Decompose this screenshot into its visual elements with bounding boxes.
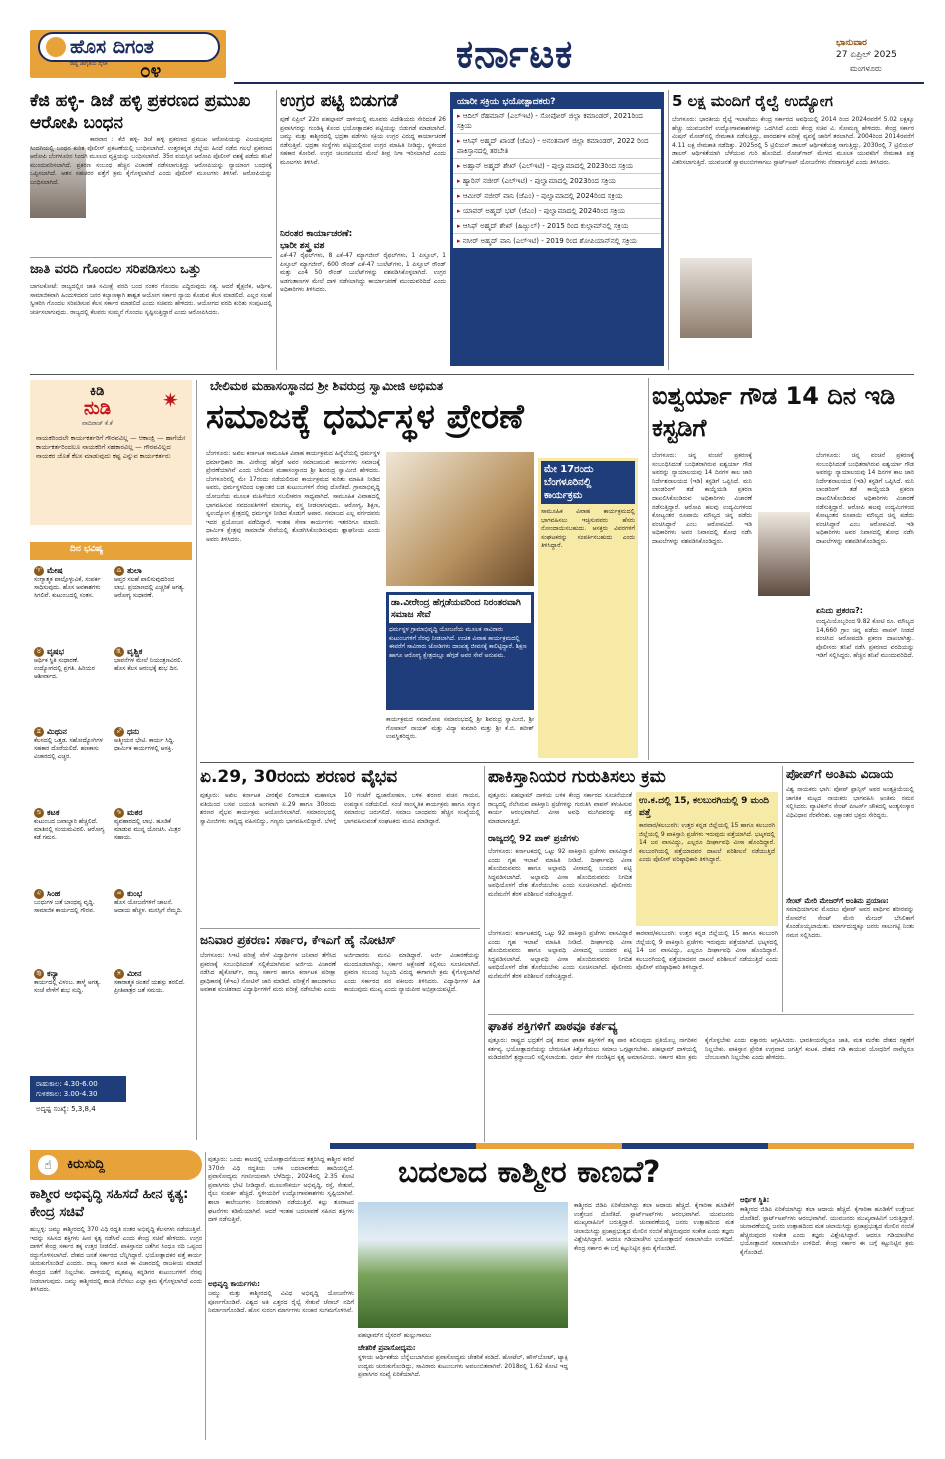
divider xyxy=(668,90,669,370)
list-item: ▸ ಯಾವರ್ ಅಹ್ಮದ್ ಭಟ್ (ಜೆಎಂ) - ಪುಲ್ವಾಮಾದಲ್ಲಿ 2024ರಿಂದ ಸಕ್ರಿಯ xyxy=(453,204,661,219)
kidi-author: ವಾದಿರಾಜ್ ಕೆ.ಕೆ xyxy=(82,420,113,427)
story-kicker: ಬೇಲಿಮಠ ಮಹಾಸಂಸ್ಥಾನದ ಶ್ರೀ ಶಿವರುದ್ರ ಸ್ವಾಮೀಜಿ ಅಭಿಮತ xyxy=(210,379,444,393)
capricorn-icon: ♑ xyxy=(114,808,124,818)
box-title: ಉ.ಕ.ದಲ್ಲಿ 15, ಕಲಬುರಗಿಯಲ್ಲಿ 9 ಮಂದಿ ಪತ್ತೆ xyxy=(639,796,769,818)
story-subhead: ಚೇತರಿಕೆ ಪ್ರವಾಸೋದ್ಯಮ: xyxy=(358,1344,416,1352)
story-dharmasthala xyxy=(200,378,644,760)
spark-icon: ✷ xyxy=(162,388,179,412)
accused-photo xyxy=(758,512,810,596)
who-terrorists-box xyxy=(450,92,664,366)
sign-virgo: ♍ ಕನ್ಯಾ ಕಾರ್ಯದಲ್ಲಿ ವಿಳಂಬ. ತಾಳ್ಮೆ ಅಗತ್ಯ. ಸಂಜೆ ವೇಳೆಗೆ ಶುಭ ಸುದ್ದಿ. xyxy=(34,969,101,995)
story-body: ಪುತ್ತೂರು: ರಾಷ್ಟ್ರದ ಭದ್ರತೆಗೆ ಧಕ್ಕೆ ತರುವ ಘಾತಕ ಶಕ್ತಿಗಳಿಗೆ ತಕ್ಕ ಪಾಠ ಕಲಿಸುವುದು ಪ್ರತಿಯೊಬ್ಬ ನಾಗರಿಕನ ಕರ್ತವ್ಯ. ಭಯೋತ್ಪಾದನೆಯನ್ನು ಬೇರುಸಹಿತ ಕಿತ್ತೊಗೆಯಲು ಸಮಾಜ ಒಗ್ಗಟ್ಟಾಗಬೇಕು. ಪಹಲ್ಗಾಮ್ ದಾಳಿಯಲ್ಲಿ ಮಡಿದವರಿಗೆ ಶ್ರದ್ಧಾಂಜಲಿ ಸಲ್ಲಿಸಲಾಯಿತು. ಧರ್ಮ ಕೇಳಿ ಗುಂಡಿಕ್ಕಿದ ಕೃತ್ಯ ಅಮಾನವೀಯ. ಸರ್ಕಾರ ಕಠಿಣ ಕ್ರಮ ಕೈಗೊಳ್ಳಬೇಕು ಎಂದು ವಕ್ತಾರರು ಆಗ್ರಹಿಸಿದರು. ಭಾರತೀಯರೆಲ್ಲರೂ ಜಾತಿ, ಮತ ಮರೆತು ದೇಶದ ರಕ್ಷಣೆಗೆ ನಿಲ್ಲಬೇಕು. ಪಾಕಿಸ್ತಾನ ಪ್ರೇರಿತ ಉಗ್ರವಾದ ಜಗತ್ತಿಗೆ ಕಂಟಕ. ದೇಶದ ಗಡಿ ಕಾಯುವ ಯೋಧರಿಗೆ ನಾವೆಲ್ಲರೂ ಬೆಂಬಲವಾಗಿ ನಿಲ್ಲಬೇಕು ಎಂದು ಹೇಳಿದರು. xyxy=(488,1037,914,1062)
aquarius-icon: ♒ xyxy=(114,889,124,899)
divider xyxy=(648,378,649,760)
rahukala-bar xyxy=(30,1076,126,1102)
story-headline: ಕೆಜಿ ಹಳ್ಳಿ- ಡಿಜೆ ಹಳ್ಳಿ ಪ್ರಕರಣದ ಪ್ರಮುಖ ಆರೋಪಿ ಬಂಧನ xyxy=(30,91,251,133)
story-subhead: ಭಾರೀ ಶಸ್ತ್ರ ವಶ xyxy=(280,241,325,251)
logo-emblem-icon xyxy=(46,37,66,57)
sign-gemini: ♊ ಮಿಥುನ ಕೆಲಸದಲ್ಲಿ ಒತ್ತಡ. ಸಹೋದ್ಯೋಗಿಗಳ ಸಹಕಾರ ದೊರೆಯಲಿದೆ. ಹಣಕಾಸು ವಿಚಾರದಲ್ಲಿ ಎಚ್ಚರ. xyxy=(34,727,103,761)
divider xyxy=(276,90,277,370)
masthead-city: ಮಂಗಳೂರು xyxy=(850,64,882,73)
print-registration-dots xyxy=(100,1443,860,1451)
list-item: ▸ ನಸೀರ್ ಅಹ್ಮದ್ ವಾನಿ (ಎಲ್‌ಇಟಿ) - 2019 ರಿಂದ ಶೋಪಿಯಾನ್‌ನಲ್ಲಿ ಸಕ್ರಿಯ xyxy=(457,237,637,245)
event-date-box xyxy=(538,458,638,758)
list-item: ▸ ಆಮೀರ್ ನಜೀರ್ ವಾನಿ (ಜೆಎಂ) - ಪುಲ್ವಾಮಾದಲ್ಲಿ 2024ರಿಂದ ಸಕ್ರಿಯ xyxy=(453,189,661,204)
sagittarius-icon: ♐ xyxy=(114,727,124,737)
bullet-icon: ▸ xyxy=(457,162,461,170)
kidi-body: ನಾಯಕರಿಂದಲೇ ಕಾರ್ಯಕರ್ತರಿಗೆ ಗೌರವವಿಲ್ಲ — ಆಕಾಂಕ್ಷಿ — ಹಾಗೆಯೇ ಕಾರ್ಯಕರ್ತರಿಂದಲೂ ನಾಯಕರಿಗೆ ಸಹಕಾರವಿಲ್ಲ — ಗೌರವವಿಲ್ಲದ ನಾಯಕರ ಜೊತೆ ಕೆಲಸ ಮಾಡುವುದು ಕಷ್ಟ ಎನ್ನುವ ಕಾರ್ಯಕರ್ತರು xyxy=(36,434,186,460)
libra-icon: ♎ xyxy=(114,566,124,576)
list-item: ▸ ಆದಿಲ್ ರೆಹಮಾನ್ (ಎಲ್‌ಇಟಿ) - ಸೋಪೋರ್ ಜಿಲ್ಲಾ ಕಮಾಂಡರ್, 2021ರಿಂದ ಸಕ್ರಿಯ xyxy=(453,109,661,134)
story-headline: 5 ಲಕ್ಷ ಮಂದಿಗೆ ರೈಲ್ವೆ ಉದ್ಯೋಗ xyxy=(672,92,833,110)
story-fatal-forces xyxy=(488,1018,914,1142)
story-headline: ಉಗ್ರರ ಪಟ್ಟಿ ಬಿಡುಗಡೆ xyxy=(280,91,399,111)
sign-leo: ♌ ಸಿಂಹ ಬಂಧುಗಳ ಜತೆ ಬಾಂಧವ್ಯ ವೃದ್ಧಿ. ಸಾಮಾಜಿಕ ಕಾರ್ಯದಲ್ಲಿ ಗೌರವ. xyxy=(34,888,95,914)
leo-icon: ♌ xyxy=(34,889,44,899)
story-body: ಬಾಗಲಕೋಟೆ: ರಾಜ್ಯದಲ್ಲಿನ ಜಾತಿ ಸಮೀಕ್ಷೆ ವರದಿ ಬಂದ ನಂತರ ಗೊಂದಲ ಎದ್ದಿರುವುದು ಸತ್ಯ. ಆದರೆ ಶೈಕ್ಷಣಿಕ, ಆರ್ಥಿಕ, ಸಾಮಾಜಿಕವಾಗಿ ಹಿಂದುಳಿದವರ ಜನರ ಕಲ್ಯಾಣಕ್ಕಾಗಿ ಶಾಶ್ವತ ಆಯೋಗ ಸರ್ಕಾರ ನ್ಯಾಯ ಕೊಡುವ ಕೆಲಸ ಮಾಡಲಿದೆ. ಎಲ್ಲರ ಸಲಹೆ ಸ್ವೀಕರಿಸಿ ಗೊಂದಲ ಸರಿಪಡಿಸುವ ಕೆಲಸ ಸರ್ಕಾರ ಮಾಡಲಿದೆ ಎಂದು ಸಚಿವರು ಹೇಳಿದರು. ಆಯೋಗದ ವರದಿ ಕುರಿತು ಸಂಪುಟದಲ್ಲಿ ಚರ್ಚಿಸಲಾಗುವುದು. ರಾಜ್ಯದಲ್ಲಿ ಕೆಲವರು ಸುಮ್ಮನೆ ಗೊಂದಲ ಸೃಷ್ಟಿಸುತ್ತಿದ್ದಾರೆ ಎಂದು ಆರೋಪಿಸಿದರು. xyxy=(30,283,272,316)
box-body: ಸಾಮೂಹಿಕ ವಿವಾಹ ಕಾರ್ಯಕ್ರಮದಲ್ಲಿ ಭಾಗವಹಿಸಲು ಇಚ್ಛಿಸುವವರು ಹೆಸರು ನೋಂದಾಯಿಸಬಹುದು. ಆಸಕ್ತರು ವಿವರಗಳಿಗೆ ಸಂಘಟಕರನ್ನು ಸಂಪರ್ಕಿಸಬಹುದು ಎಂದು ತಿಳಿಸಿದ್ದಾರೆ. xyxy=(541,508,635,550)
section-title: ಕರ್ನಾಟಕ xyxy=(456,32,574,76)
masthead xyxy=(0,0,945,86)
story-headline: ಬದಲಾದ ಕಾಶ್ಮೀರ ಕಾಣದೆ? xyxy=(398,1155,661,1190)
lucky-number: ಅದೃಷ್ಟ ಸಂಖ್ಯೆ: 5,3,8,4 xyxy=(36,1105,96,1113)
logo-text: ಹೊಸ ದಿಗಂತ xyxy=(70,36,154,58)
nudi-title: ನುಡಿ xyxy=(84,398,112,419)
story-body: ಪುತ್ತೂರು: ಪಹಲ್ಗಾಮ್ ದಾಳಿಯ ಬಳಿಕ ಕೇಂದ್ರ ಸರ್ಕಾರದ ಸೂಚನೆಯಂತೆ ರಾಜ್ಯದಲ್ಲಿ ನೆಲೆಸಿರುವ ಪಾಕಿಸ್ತಾನಿ ಪ್ರಜೆಗಳನ್ನು ಗುರುತಿಸಿ ವಾಪಸ್ ಕಳುಹಿಸುವ ಕಾರ್ಯ ಆರಂಭವಾಗಿದೆ. ವೀಸಾ ಅವಧಿ ಮುಗಿದವರನ್ನು ಪತ್ತೆ ಮಾಡಲಾಗುತ್ತಿದೆ. xyxy=(488,792,632,825)
masthead-rule xyxy=(234,82,924,84)
story-subhead: ಆರ್ಥಿಕ ಸ್ಥಿತಿ: xyxy=(740,1196,770,1204)
story-headline: ಪೋಪ್‌ಗೆ ಅಂತಿಮ ವಿದಾಯ xyxy=(786,767,894,781)
story-headline: ಐಶ್ವರ್ಯಾ ಗೌಡ 14 ದಿನ ಇಡಿ ಕಸ್ಟಡಿಗೆ xyxy=(652,382,896,442)
kiru-suddi-title: ಕಿರುಸುದ್ದಿ xyxy=(67,1157,105,1172)
horoscope-title-bar xyxy=(30,542,192,560)
sign-capricorn: ♑ ಮಕರ ವ್ಯವಹಾರದಲ್ಲಿ ಲಾಭ. ಹೂಡಿಕೆ ಮಾಡುವ ಮುನ್ನ ಯೋಚಿಸಿ. ಮಿತ್ರರ ಸಹಾಯ. xyxy=(114,807,181,841)
horoscope-grid xyxy=(30,560,192,1046)
kashmir-meadow-photo xyxy=(358,1202,568,1328)
masthead-date: 27 ಏಪ್ರಿಲ್ 2025 xyxy=(836,50,897,60)
story-body: ಕಾಶ್ಮೀರದ ಜಿಡಿಪಿ ಏರಿಕೆಯಾಗಿದ್ದು ತಲಾ ಆದಾಯ ಹೆಚ್ಚಿದೆ. ಕೈಗಾರಿಕಾ ಹೂಡಿಕೆಗೆ ಉತ್ತೇಜನ ದೊರೆತಿದೆ. ಸ್ಟಾರ್ಟ್‌ಅಪ್‌ಗಳು ಆರಂಭವಾಗಿವೆ. ಯುವಜನರು ಮುಖ್ಯವಾಹಿನಿಗೆ ಬರುತ್ತಿದ್ದಾರೆ. ಚುನಾವಣೆಯಲ್ಲಿ ಜನರು ಉತ್ಸಾಹದಿಂದ ಮತ ಚಲಾಯಿಸಿದ್ದು ಪ್ರಜಾಪ್ರಭುತ್ವದ ಮೇಲಿನ ನಂಬಿಕೆ ಹೆಚ್ಚಿರುವುದರ ಸಂಕೇತ ಎಂದು ತಜ್ಞರು ವಿಶ್ಲೇಷಿಸಿದ್ದಾರೆ. ಆದರೂ ಗಡಿಯಾಚೆಗಿನ ಭಯೋತ್ಪಾದನೆ ಸವಾಲಾಗಿಯೇ ಉಳಿದಿದೆ. ಕೇಂದ್ರ ಸರ್ಕಾರ ಈ ಬಗ್ಗೆ ಕಟ್ಟುನಿಟ್ಟಿನ ಕ್ರಮ ಕೈಗೊಂಡಿದೆ. xyxy=(740,1206,914,1256)
divider xyxy=(200,928,480,929)
kiru-suddi-header xyxy=(30,1150,202,1180)
story-body: ಜಮ್ಮು ಮತ್ತು ಕಾಶ್ಮೀರದಲ್ಲಿ ವಿವಿಧ ಅಭಿವೃದ್ಧಿ ಯೋಜನೆಗಳು ಪೂರ್ಣಗೊಂಡಿವೆ. ವಿಶ್ವದ ಅತಿ ಎತ್ತರದ ರೈಲ್ವೆ ಸೇತುವೆ ಚೆನಾಬ್ ನದಿಗೆ ನಿರ್ಮಾಣಗೊಂಡಿದೆ. ಹೊಸ ಸುರಂಗ ಮಾರ್ಗಗಳು ಸಂಚಾರ ಸುಗಮಗೊಳಿಸಿವೆ. xyxy=(208,1290,354,1315)
story-headline: ಘಾತಕ ಶಕ್ತಿಗಳಿಗೆ ಪಾಠವೂ ಕರ್ತವ್ಯ xyxy=(488,1019,618,1033)
scorpio-icon: ♏ xyxy=(114,647,124,657)
rahukala: ರಾಹುಕಾಲ: 4.30-6.00 xyxy=(36,1080,98,1088)
event-photo xyxy=(386,452,534,586)
bullet-icon: ▸ xyxy=(457,207,461,215)
story-body: ಪುಣೆ ಏಪ್ರಿಲ್ 22ರ ಪಹಲ್ಗಾಮ್ ದಾಳಿಯಲ್ಲಿ ಮೂವರು ವಿದೇಶಿಯರು ಸೇರಿದಂತೆ 26 ಪ್ರವಾಸಿಗರನ್ನು ಗುಂಡಿಕ್ಕಿ ಕೊಂದ ಭಯೋತ್ಪಾದಕರ ಪಟ್ಟಿಯನ್ನು ಬಿಡುಗಡೆ ಮಾಡಲಾಗಿದೆ. ಜಮ್ಮು ಮತ್ತು ಕಾಶ್ಮೀರದಲ್ಲಿ ಭದ್ರತಾ ಪಡೆಗಳು ಸಕ್ರಿಯ ಉಗ್ರರ ವಿರುದ್ಧ ಕಾರ್ಯಾಚರಣೆ ನಡೆಸುತ್ತಿವೆ. ಭದ್ರತಾ ಸಂಸ್ಥೆಗಳು ಪಟ್ಟಿಯಲ್ಲಿರುವ ಉಗ್ರರ ಮಾಹಿತಿ ನೀಡಿದ್ದು, ಸ್ಥಳೀಯರ ಸಹಕಾರ ಕೋರಿವೆ. ಉಗ್ರರ ಚಲನವಲನದ ಮೇಲೆ ತೀವ್ರ ನಿಗಾ ಇರಿಸಲಾಗಿದೆ ಎಂದು ಮೂಲಗಳು ತಿಳಿಸಿವೆ. xyxy=(280,116,446,166)
story-body: ಹುಬ್ಬಳ್ಳಿ: ಜಮ್ಮು ಕಾಶ್ಮೀರದಲ್ಲಿ 370 ವಿಧಿ ರದ್ದತಿ ನಂತರ ಅಭಿವೃದ್ಧಿ ಕೆಲಸಗಳು ನಡೆಯುತ್ತಿವೆ. ಇದನ್ನು ಸಹಿಸದ ಶಕ್ತಿಗಳು ಹೀನ ಕೃತ್ಯ ನಡೆಸಿವೆ ಎಂದು ಕೇಂದ್ರ ಸಚಿವೆ ಹೇಳಿದರು. ಉಗ್ರರ ದಾಳಿಗೆ ಕೇಂದ್ರ ಸರ್ಕಾರ ತಕ್ಕ ಉತ್ತರ ನೀಡಲಿದೆ. ಪಾಕಿಸ್ತಾನದ ಜತೆಗಿನ ಸಿಂಧೂ ನದಿ ಒಪ್ಪಂದ ರದ್ದುಗೊಳಿಸಲಾಗಿದೆ. ದೇಶದ ಜನತೆ ಸರ್ಕಾರದ ಬೆನ್ನಿಗಿದ್ದಾರೆ. ಭಯೋತ್ಪಾದಕರ ಪತ್ತೆ ಕಾರ್ಯ ಚುರುಕುಗೊಂಡಿದೆ ಎಂದರು. ರಾಜ್ಯ ಸರ್ಕಾರ ಕೂಡ ಈ ವಿಚಾರದಲ್ಲಿ ರಾಜಕೀಯ ಮಾಡದೆ ಕೇಂದ್ರದ ಜತೆಗೆ ನಿಲ್ಲಬೇಕು. ದಾಳಿಯಲ್ಲಿ ಮೃತಪಟ್ಟ ಕನ್ನಡಿಗರ ಕುಟುಂಬಗಳಿಗೆ ನೆರವು ನೀಡಲಾಗುವುದು. ಜಮ್ಮು ಕಾಶ್ಮೀರದಲ್ಲಿ ಶಾಂತಿ ನೆಲೆಸಲು ಎಲ್ಲಾ ಕ್ರಮ ಕೈಗೊಳ್ಳಲಾಗಿದೆ ಎಂದು ತಿಳಿಸಿದರು. xyxy=(30,1226,202,1294)
kidi-title: ಕಿಡಿ xyxy=(90,384,105,399)
story-caste-census xyxy=(30,261,272,371)
divider xyxy=(205,1152,206,1440)
logo-tagline: ರಾಷ್ಟ್ರ ಜಾಗೃತಿಯ ದೈನಿಕ xyxy=(70,61,108,67)
box-title: ಡಾ.ವೀರೇಂದ್ರ ಹೆಗ್ಗಡೆಯವರಿಂದ ನಿರಂತರವಾಗಿ ಸಮಾಜ ಸೇವೆ xyxy=(389,595,531,623)
sign-pisces: ♓ ಮೀನ ಸಕಾರಾತ್ಮಕ ಚಿಂತನೆ ಯಶಸ್ಸು ತರಲಿದೆ. ಪ್ರೀತಿಪಾತ್ರರ ಜತೆ ಸಮಯ. xyxy=(114,969,185,995)
bullet-icon: ▸ xyxy=(457,192,461,200)
story-headline: ಜಾತಿ ವರದಿ ಗೊಂದಲ ಸರಿಪಡಿಸಲು ಒತ್ತು xyxy=(30,262,201,277)
pak-count-box xyxy=(636,792,778,926)
cancer-icon: ♋ xyxy=(34,808,44,818)
story-body: ಬೆಂಗಳೂರು: ಚಿನ್ನ ವಂಚನೆ ಪ್ರಕರಣಕ್ಕೆ ಸಂಬಂಧಿಸಿದಂತೆ ಬಂಧಿತರಾಗಿರುವ ಐಶ್ವರ್ಯಾ ಗೌಡ ಅವರನ್ನು ನ್ಯಾಯಾಲಯವು 14 ದಿನಗಳ ಕಾಲ ಜಾರಿ ನಿರ್ದೇಶನಾಲಯದ (ಇಡಿ) ಕಸ್ಟಡಿಗೆ ಒಪ್ಪಿಸಿದೆ. ಮನಿ ಲಾಂಡರಿಂಗ್ ತಡೆ ಕಾಯ್ದೆಯಡಿ ಪ್ರಕರಣ ದಾಖಲಿಸಿಕೊಂಡಿರುವ ಅಧಿಕಾರಿಗಳು ವಿಚಾರಣೆ ನಡೆಸುತ್ತಿದ್ದಾರೆ. ಆರೋಪಿ ಹಲವು ಉದ್ಯಮಿಗಳಿಂದ ಕೋಟ್ಯಂತರ ರೂಪಾಯಿ ಮೌಲ್ಯದ ಚಿನ್ನ ಪಡೆದು ವಂಚಿಸಿದ್ದಾರೆ ಎಂಬ ಆರೋಪವಿದೆ. ಇಡಿ ಅಧಿಕಾರಿಗಳು ಅವರ ನಿವಾಸದಲ್ಲಿ ಶೋಧ ನಡೆಸಿ ದಾಖಲೆಗಳನ್ನು ವಶಪಡಿಸಿಕೊಂಡಿದ್ದರು. xyxy=(816,452,914,545)
aries-icon: ♈ xyxy=(34,566,44,576)
divider xyxy=(782,766,783,1012)
virgo-icon: ♍ xyxy=(34,969,44,979)
service-box xyxy=(386,592,534,710)
photo-caption: ಪಹಲ್ಗಾಮ್‌ನ ಬೈಸರನ್ ಹುಲ್ಲುಗಾವಲು xyxy=(358,1332,432,1339)
terrorist-list xyxy=(453,109,661,248)
bullet-icon: ▸ xyxy=(457,137,461,145)
list-item: ▸ ಅಹ್ಸಾನ್ ಅಹ್ಮದ್ ಶೇಖ್ (ಎಲ್‌ಇಟಿ) - ಪುಲ್ವಾಮಾದಲ್ಲಿ 2023ರಿಂದ ಸಕ್ರಿಯ xyxy=(453,159,661,174)
divider xyxy=(484,766,485,1142)
story-gd-arrest xyxy=(30,90,272,255)
box-body: ಕಾರವಾರ/ಕಲಬುರಗಿ: ಉತ್ತರ ಕನ್ನಡ ಜಿಲ್ಲೆಯಲ್ಲಿ 15 ಹಾಗೂ ಕಲಬುರಗಿ ಜಿಲ್ಲೆಯಲ್ಲಿ 9 ಪಾಕಿಸ್ತಾನಿ ಪ್ರಜೆಗಳು ಇರುವುದು ಪತ್ತೆಯಾಗಿದೆ. ಭಟ್ಕಳದಲ್ಲಿ 14 ಜನ ವಾಸವಿದ್ದು, ಎಲ್ಲರೂ ದೀರ್ಘಾವಧಿ ವೀಸಾ ಹೊಂದಿದ್ದಾರೆ. ಕಲಬುರಗಿಯಲ್ಲಿ ಪತ್ತೆಯಾದವರ ದಾಖಲೆ ಪರಿಶೀಲನೆ ನಡೆಯುತ್ತಿದೆ ಎಂದು ಪೊಲೀಸ್ ವರಿಷ್ಠಾಧಿಕಾರಿ ತಿಳಿಸಿದ್ದಾರೆ. xyxy=(639,822,775,864)
story-headline: ಸಮಾಜಕ್ಕೆ ಧರ್ಮಸ್ಥಳ ಪ್ರೇರಣೆ xyxy=(206,397,524,437)
divider xyxy=(200,762,914,763)
story-body: ಬೆಂಗಳೂರು: ಭಾರತೀಯ ರೈಲ್ವೆ ಇಲಾಖೆಯು ಕೇಂದ್ರ ಸರ್ಕಾರದ ಅವಧಿಯಲ್ಲಿ 2014 ರಿಂದ 2024ರವರೆಗೆ 5.02 ಲಕ್ಷಕ್ಕೂ ಹೆಚ್ಚು ಯುವಜನರಿಗೆ ಉದ್ಯೋಗಾವಕಾಶಗಳನ್ನು ಒದಗಿಸಿದೆ ಎಂದು ಕೇಂದ್ರ ಸಚಿವ ವಿ. ಸೋಮಣ್ಣ ಹೇಳಿದರು. ಕೇಂದ್ರ ಸರ್ಕಾರ ಮಿಷನ್ ಮೋಡ್‌ನಲ್ಲಿ ನೇಮಕಾತಿ ನಡೆಸುತ್ತಿದ್ದು, ಪಾರದರ್ಶಕ ಪರೀಕ್ಷೆ ವ್ಯವಸ್ಥೆ ಜಾರಿಗೆ ತರಲಾಗಿದೆ. 2004ರಿಂದ 2014ರವರೆಗೆ 4.11 ಲಕ್ಷ ನೇಮಕಾತಿ ನಡೆದಿತ್ತು. 2025ರಲ್ಲಿ 5 ಟ್ರಿಲಿಯನ್ ಡಾಲರ್ ಆರ್ಥಿಕತೆಯತ್ತ ಸಾಗುತ್ತಿದ್ದು, 2030ರಲ್ಲಿ 7 ಟ್ರಿಲಿಯನ್ ಡಾಲರ್ ಆರ್ಥಿಕತೆಯಾಗಿ ಬೆಳೆಯುವ ಗುರಿ ಹೊಂದಿದೆ. ರೋಜ್‌ಗಾರ್ ಮೇಳದ ಮೂಲಕ ಯುವಕರಿಗೆ ನೇಮಕಾತಿ ಪತ್ರ ವಿತರಿಸಲಾಗುತ್ತಿದೆ. ಯುವಜನತೆ ಸ್ವಾವಲಂಬಿಗಳಾಗಲು ಸ್ಟಾರ್ಟ್‌ಅಪ್ ಯೋಜನೆಗಳು ನೆರವಾಗುತ್ತಿವೆ ಎಂದು ತಿಳಿಸಿದರು. xyxy=(672,116,914,166)
gulika: ಗುಳಿಕಕಾಲ: 3.00-4.30 xyxy=(36,1090,98,1098)
story-subhead: ಅಭಿವೃದ್ಧಿ ಕಾರ್ಯಗಳು: xyxy=(208,1280,260,1288)
story-body: ಬೆಂಗಳೂರು: ಅಖಿಲ ಕರ್ನಾಟಕ ಸಾಮೂಹಿಕ ವಿವಾಹ ಕಾರ್ಯಕ್ರಮದ ಹಿನ್ನೆಲೆಯಲ್ಲಿ ಧರ್ಮಸ್ಥಳ ಧರ್ಮಾಧಿಕಾರಿ ಡಾ. ವೀರೇಂದ್ರ ಹೆಗ್ಗಡೆ ಅವರ ಸಮಾಜಮುಖಿ ಕಾರ್ಯಗಳು ಸಮಾಜಕ್ಕೆ ಪ್ರೇರಣೆಯಾಗಿವೆ ಎಂದು ಬೇಲಿಮಠ ಮಹಾಸಂಸ್ಥಾನದ ಶ್ರೀ ಶಿವರುದ್ರ ಸ್ವಾಮೀಜಿ ಹೇಳಿದರು. ಬೆಂಗಳೂರಿನಲ್ಲಿ ಮೇ 17ರಂದು ನಡೆಯಲಿರುವ ಕಾರ್ಯಕ್ರಮದ ಕುರಿತು ಮಾಹಿತಿ ನೀಡಿದ ಅವರು, ಧರ್ಮಸ್ಥಳದಿಂದ ಲಕ್ಷಾಂತರ ಬಡ ಕುಟುಂಬಗಳಿಗೆ ನೆರವು ದೊರೆತಿದೆ. ಗ್ರಾಮಾಭಿವೃದ್ಧಿ ಯೋಜನೆಯ ಮೂಲಕ ಮಹಿಳೆಯರ ಸಬಲೀಕರಣ ಸಾಧ್ಯವಾಗಿದೆ. ಸಾಮೂಹಿಕ ವಿವಾಹದಲ್ಲಿ ಭಾಗವಹಿಸುವ ನವದಂಪತಿಗಳಿಗೆ ಮಾಂಗಲ್ಯ, ವಸ್ತ್ರ ನೀಡಲಾಗುವುದು. ಆರೋಗ್ಯ, ಶಿಕ್ಷಣ, ಸ್ವಉದ್ಯೋಗ ಕ್ಷೇತ್ರದಲ್ಲಿ ಧರ್ಮಸ್ಥಳ ನೀಡಿದ ಕೊಡುಗೆ ಅಪಾರ. ಸಮಾಜದ ಎಲ್ಲ ವರ್ಗದವರು ಇದರ ಪ್ರಯೋಜನ ಪಡೆದಿದ್ದಾರೆ. ಇಂತಹ ಸೇವಾ ಕಾರ್ಯಗಳು ಇತರರಿಗೂ ಮಾದರಿ. ಧಾರ್ಮಿಕ ಕ್ಷೇತ್ರವು ಸಾಮಾಜಿಕ ಸೇವೆಯಲ್ಲಿ ತೊಡಗಿಸಿಕೊಂಡಿರುವುದು ಶ್ಲಾಘನೀಯ ಎಂದು ಅವರು ತಿಳಿಸಿದರು. xyxy=(206,450,380,543)
kiru-suddi xyxy=(30,1150,202,1440)
masthead-logo-box xyxy=(38,32,220,62)
story-headline: ಕಾಶ್ಮೀರ ಅಭಿವೃದ್ಧಿ ಸಹಿಸದೆ ಹೀನ ಕೃತ್ಯ: ಕೇಂದ್ರ ಸಚಿವೆ xyxy=(30,1187,189,1220)
horoscope xyxy=(30,542,192,1182)
story-subhead: ಏನಿದು ಪ್ರಕರಣ?: xyxy=(816,606,863,615)
story-body: ಬೆಂಗಳೂರು: ಚಿನ್ನ ವಂಚನೆ ಪ್ರಕರಣಕ್ಕೆ ಸಂಬಂಧಿಸಿದಂತೆ ಬಂಧಿತರಾಗಿರುವ ಐಶ್ವರ್ಯಾ ಗೌಡ ಅವರನ್ನು ನ್ಯಾಯಾಲಯವು 14 ದಿನಗಳ ಕಾಲ ಜಾರಿ ನಿರ್ದೇಶನಾಲಯದ (ಇಡಿ) ಕಸ್ಟಡಿಗೆ ಒಪ್ಪಿಸಿದೆ. ಮನಿ ಲಾಂಡರಿಂಗ್ ತಡೆ ಕಾಯ್ದೆಯಡಿ ಪ್ರಕರಣ ದಾಖಲಿಸಿಕೊಂಡಿರುವ ಅಧಿಕಾರಿಗಳು ವಿಚಾರಣೆ ನಡೆಸುತ್ತಿದ್ದಾರೆ. ಆರೋಪಿ ಹಲವು ಉದ್ಯಮಿಗಳಿಂದ ಕೋಟ್ಯಂತರ ರೂಪಾಯಿ ಮೌಲ್ಯದ ಚಿನ್ನ ಪಡೆದು ವಂಚಿಸಿದ್ದಾರೆ ಎಂಬ ಆರೋಪವಿದೆ. ಇಡಿ ಅಧಿಕಾರಿಗಳು ಅವರ ನಿವಾಸದಲ್ಲಿ ಶೋಧ ನಡೆಸಿ ದಾಖಲೆಗಳನ್ನು ವಶಪಡಿಸಿಕೊಂಡಿದ್ದರು. xyxy=(652,452,752,545)
bullet-icon: ▸ xyxy=(457,112,461,120)
bullet-icon: ▸ xyxy=(457,237,461,245)
story-body-continued: ಕಾರವಾರ/ಕಲಬುರಗಿ: ಉತ್ತರ ಕನ್ನಡ ಜಿಲ್ಲೆಯಲ್ಲಿ 15 ಹಾಗೂ ಕಲಬುರಗಿ ಜಿಲ್ಲೆಯಲ್ಲಿ 9 ಪಾಕಿಸ್ತಾನಿ ಪ್ರಜೆಗಳು ಇರುವುದು ಪತ್ತೆಯಾಗಿದೆ. ಭಟ್ಕಳದಲ್ಲಿ 14 ಜನ ವಾಸವಿದ್ದು, ಎಲ್ಲರೂ ದೀರ್ಘಾವಧಿ ವೀಸಾ ಹೊಂದಿದ್ದಾರೆ. ಕಲಬುರಗಿಯಲ್ಲಿ ಪತ್ತೆಯಾದವರ ದಾಖಲೆ ಪರಿಶೀಲನೆ ನಡೆಯುತ್ತಿದೆ ಎಂದು ಪೊಲೀಸ್ ವರಿಷ್ಠಾಧಿಕಾರಿ ತಿಳಿಸಿದ್ದಾರೆ. xyxy=(636,930,778,972)
story-body: ಕಾರವಾರ : ಕೆಜಿ ಹಳ್ಳಿ- ಡಿಜೆ ಹಳ್ಳಿ ಪ್ರಕರಣದ ಪ್ರಮುಖ ಆರೋಪಿಯನ್ನು ವಿಜಯಪುರದ ಸಿಂದಗಿಯಲ್ಲಿ ಬಂಧನ ಕುರಿತ ಪೊಲೀಸ್ ಪ್ರಕಟಣೆಯಲ್ಲಿ ಬಂಧಿಸಲಾಗಿದೆ. ಉತ್ತರಕನ್ನಡ ಜಿಲ್ಲೆಯ ಹಿಂದೆ ನಡೆದ ಗಲಭೆ ಪ್ರಕರಣದ ಆರೋಪಿ ಬೆಂಗಳೂರಿನ ಸಿಂದಗಿ ಮೂಲದ ವ್ಯಕ್ತಿಯನ್ನು ಬಂಧಿಸಲಾಗಿದೆ. 35ರ ವಯಸ್ಸಿನ ಆರೋಪಿ ಪೊಲೀಸ್ ವಶಕ್ಕೆ ಪಡೆದು ತನಿಖೆ ಮುಂದುವರಿಸಲಾಗಿದೆ. ಪ್ರಕರಣ ಸಂಬಂಧ ಹೆಚ್ಚಿನ ವಿಚಾರಣೆ ನಡೆಸಲಾಗುತ್ತಿದ್ದು ಆರೋಪಿಯನ್ನು ನ್ಯಾಯಾಂಗ ಬಂಧನಕ್ಕೆ ಒಪ್ಪಿಸಲಾಗಿದೆ. ಆತನ ಸಹಚರರ ಪತ್ತೆಗೆ ಕ್ರಮ ಕೈಗೊಳ್ಳಲಾಗಿದೆ ಎಂದು ಪೊಲೀಸ್ ಮೂಲಗಳು ತಿಳಿಸಿವೆ. ಆರೋಪಿಯನ್ನು ಬಂಧಿಸಲಾಗಿದೆ. xyxy=(30,136,272,186)
story-headline: ಏ.29, 30ರಂದು ಶರಣರ ವೈಭವ xyxy=(200,767,398,787)
masthead-day: ಭಾನುವಾರ xyxy=(836,38,867,48)
horoscope-title: ದಿನ ಭವಿಷ್ಯ xyxy=(70,544,104,554)
divider xyxy=(30,257,272,258)
story-body: ಕಾಶ್ಮೀರದ ಜಿಡಿಪಿ ಏರಿಕೆಯಾಗಿದ್ದು ತಲಾ ಆದಾಯ ಹೆಚ್ಚಿದೆ. ಕೈಗಾರಿಕಾ ಹೂಡಿಕೆಗೆ ಉತ್ತೇಜನ ದೊರೆತಿದೆ. ಸ್ಟಾರ್ಟ್‌ಅಪ್‌ಗಳು ಆರಂಭವಾಗಿವೆ. ಯುವಜನರು ಮುಖ್ಯವಾಹಿನಿಗೆ ಬರುತ್ತಿದ್ದಾರೆ. ಚುನಾವಣೆಯಲ್ಲಿ ಜನರು ಉತ್ಸಾಹದಿಂದ ಮತ ಚಲಾಯಿಸಿದ್ದು ಪ್ರಜಾಪ್ರಭುತ್ವದ ಮೇಲಿನ ನಂಬಿಕೆ ಹೆಚ್ಚಿರುವುದರ ಸಂಕೇತ ಎಂದು ತಜ್ಞರು ವಿಶ್ಲೇಷಿಸಿದ್ದಾರೆ. ಆದರೂ ಗಡಿಯಾಚೆಗಿನ ಭಯೋತ್ಪಾದನೆ ಸವಾಲಾಗಿಯೇ ಉಳಿದಿದೆ. ಕೇಂದ್ರ ಸರ್ಕಾರ ಈ ಬಗ್ಗೆ ಕಟ್ಟುನಿಟ್ಟಿನ ಕ್ರಮ ಕೈಗೊಂಡಿದೆ. xyxy=(574,1202,734,1252)
story-subhead: ನಿರಂತರ ಕಾರ್ಯಾಚರಣೆ: xyxy=(280,229,353,239)
story-body: ಎಕೆ-47 ರೈಫಲ್‌ಗಳು, 8 ಎಕೆ-47 ಮ್ಯಾಗಜೀನ್ ರೈಫಲ್‌ಗಳು, 1 ಪಿಸ್ತೂಲ್, 1 ಪಿಸ್ತೂಲ್ ಮ್ಯಾಗಜೀನ್, 600 ರೌಂಡ್ ಎಕೆ-47 ಬುಲೆಟ್‌ಗಳು, 1 ಪಿಸ್ತೂಲ್ ರೌಂಡ್ ಮತ್ತು ಎಂ4 50 ರೌಂಡ್ ಬುಲೆಟ್‌ಗಳನ್ನು ವಶಪಡಿಸಿಕೊಳ್ಳಲಾಗಿದೆ. ಉಗ್ರರ ಅಡಗುತಾಣಗಳ ಮೇಲೆ ದಾಳಿ ನಡೆಸಲಾಗಿದ್ದು ಕಾರ್ಯಾಚರಣೆ ಮುಂದುವರಿದಿದೆ ಎಂದು ಅಧಿಕಾರಿಗಳು ತಿಳಿಸಿದರು. xyxy=(280,252,446,294)
story-subhead: ರಾಜ್ಯದಲ್ಲಿ 92 ಪಾಕ್ ಪ್ರಜೆಗಳು xyxy=(488,834,579,844)
story-aishwarya xyxy=(652,380,914,760)
divider xyxy=(196,380,197,1140)
list-item: ▸ ಆಸಿಫ್ ಅಹ್ಮದ್ ಖಾಂಡೆ (ಜೆಎಂ) - ಅನಂತನಾಗ್ ಜಿಲ್ಲಾ ಕಮಾಂಡರ್, 2022 ರಿಂದ ಪಾಕಿಸ್ತಾನದಲ್ಲಿ ತರಬೇತಿ xyxy=(453,134,661,159)
sign-libra: ♎ ತುಲಾ ಆಪ್ತರ ಸಲಹೆ ಪಾಲಿಸುವುದರಿಂದ ಲಾಭ. ಪ್ರಯಾಣದಲ್ಲಿ ಎಚ್ಚರಿಕೆ ಅಗತ್ಯ. ಆರೋಗ್ಯ ಸುಧಾರಣೆ. xyxy=(114,566,185,599)
bullet-icon: ▸ xyxy=(457,177,461,185)
sign-sagittarius: ♐ ಧನು ಆತ್ಮೀಯರ ಭೇಟಿ. ಕಾರ್ಯ ಸಿದ್ಧಿ. ಧಾರ್ಮಿಕ ಕಾರ್ಯಗಳಲ್ಲಿ ಆಸಕ್ತಿ. xyxy=(114,727,175,753)
color-registration-bar xyxy=(330,1143,914,1149)
story-body: ಪುತ್ತೂರು: ಒಂದು ಕಾಲದಲ್ಲಿ ಭಯೋತ್ಪಾದನೆಯಿಂದ ತತ್ತರಿಸಿದ್ದ ಕಾಶ್ಮೀರ ಕಣಿವೆ 370ನೇ ವಿಧಿ ರದ್ದತಿಯ ಬಳಿಕ ಬದಲಾವಣೆಯ ಹಾದಿಯಲ್ಲಿದೆ. ಪ್ರವಾಸೋದ್ಯಮ ಗಣನೀಯವಾಗಿ ಬೆಳೆದಿದ್ದು, 2024ರಲ್ಲಿ 2.35 ಕೋಟಿ ಪ್ರವಾಸಿಗರು ಭೇಟಿ ನೀಡಿದ್ದಾರೆ. ಮೂಲಸೌಕರ್ಯ ಅಭಿವೃದ್ಧಿ, ರಸ್ತೆ, ಸೇತುವೆ, ರೈಲು ಸಂಪರ್ಕ ಹೆಚ್ಚಿದೆ. ಸ್ಥಳೀಯರಿಗೆ ಉದ್ಯೋಗಾವಕಾಶಗಳು ಸೃಷ್ಟಿಯಾಗಿವೆ. ಶಾಲಾ ಕಾಲೇಜುಗಳು ನಿರಂತರವಾಗಿ ನಡೆಯುತ್ತಿವೆ. ಕಲ್ಲು ತೂರಾಟದ ಘಟನೆಗಳು ಕಡಿಮೆಯಾಗಿವೆ. ಆದರೆ ಇಂತಹ ಬದಲಾವಣೆ ಸಹಿಸದ ಶಕ್ತಿಗಳು ದಾಳಿ ನಡೆಸುತ್ತಿವೆ. xyxy=(208,1156,354,1224)
box-title: ಯಾರೀ ಸಕ್ರಿಯ ಭಯೋತ್ಪಾದಕರು? xyxy=(457,97,556,107)
story-body: ಸಮಾಧಿಯಾಗುವ ಮೊದಲು ಪೋಪ್ ಅವರ ಪಾರ್ಥಿವ ಶರೀರವನ್ನು ರೋಮ್‌ನ ಸೇಂಟ್ ಮೇರಿ ಮೇಜರ್ ಬೆಸಿಲಿಕಾಗೆ ಕೊಂಡೊಯ್ಯಲಾಯಿತು. ಮಾರ್ಗದುದ್ದಕ್ಕೂ ಜನರು ಸಾಲುಗಟ್ಟಿ ನಿಂತು ನಮನ ಸಲ್ಲಿಸಿದರು. xyxy=(786,906,914,939)
sign-aries: ♈ ಮೇಷ ಸಂಗ್ಯಾತ್ಮಕ ಪಾಲ್ಗೊಳ್ಳುವಿಕೆ, ಸಂಪರ್ಕ ಸಾಧಿಸುವುದು. ಹೊಸ ಅವಕಾಶಗಳು ಸಿಗಲಿವೆ. ಕುಟುಂಬದಲ್ಲಿ ಸಂತಸ. xyxy=(34,566,101,599)
story-subhead: ಸೇಂಟ್ ಮೇರಿ ಮೇಜರ್‌ಗೆ ಅಂತಿಮ ಪ್ರಯಾಣ: xyxy=(786,897,889,905)
pointing-hand-icon: ☝ xyxy=(38,1155,58,1175)
story-railway-jobs xyxy=(672,90,914,372)
story-pope xyxy=(786,766,914,1012)
story-sharana xyxy=(200,766,480,926)
page-number: ೦೪ xyxy=(140,60,162,82)
sign-scorpio: ♏ ವೃಶ್ಚಿಕ ಭಾವನೆಗಳ ಮೇಲೆ ನಿಯಂತ್ರಣವಿರಲಿ. ಹೊಸ ಕೆಲಸ ಆರಂಭಕ್ಕೆ ಶುಭ ದಿನ. xyxy=(114,646,183,672)
story-body: ಉದ್ಯಮಿಯೊಬ್ಬರಿಂದ 9.82 ಕೋಟಿ ರೂ. ಮೌಲ್ಯದ 14,660 ಗ್ರಾಂ ಚಿನ್ನ ಪಡೆದು ವಾಪಸ್ ನೀಡದೆ ವಂಚಿಸಿದ ಆರೋಪದಡಿ ಪ್ರಕರಣ ದಾಖಲಾಗಿತ್ತು. ಪೊಲೀಸರು ತನಿಖೆ ನಡೆಸಿ ಪ್ರಕರಣದ ವರದಿಯನ್ನು ಇಡಿಗೆ ಸಲ್ಲಿಸಿದ್ದರು. ಹೆಚ್ಚಿನ ತನಿಖೆ ಮುಂದುವರಿದಿದೆ. xyxy=(816,618,914,660)
list-item: ▸ ಹ್ಯಾರಿಸ್ ನಜೀರ್ (ಎಲ್‌ಇಟಿ) - ಪುಲ್ವಾಮಾದಲ್ಲಿ 2023ರಿಂದ ಸಕ್ರಿಯ xyxy=(453,174,661,189)
divider xyxy=(488,1014,914,1015)
taurus-icon: ♉ xyxy=(34,647,44,657)
story-body: ಬೆಂಗಳೂರು: ಕರ್ನಾಟಕದಲ್ಲಿ ಒಟ್ಟು 92 ಪಾಕಿಸ್ತಾನಿ ಪ್ರಜೆಗಳು ವಾಸವಿದ್ದಾರೆ ಎಂದು ಗೃಹ ಇಲಾಖೆ ಮಾಹಿತಿ ನೀಡಿದೆ. ದೀರ್ಘಾವಧಿ ವೀಸಾ ಹೊಂದಿರುವವರು ಹಾಗೂ ಅಲ್ಪಾವಧಿ ವೀಸಾದಲ್ಲಿ ಬಂದವರ ಪಟ್ಟಿ ಸಿದ್ಧಪಡಿಸಲಾಗಿದೆ. ಅಲ್ಪಾವಧಿ ವೀಸಾ ಹೊಂದಿರುವವರು ನಿಗದಿತ ಅವಧಿಯೊಳಗೆ ದೇಶ ತೊರೆಯಬೇಕು ಎಂದು ಸೂಚಿಸಲಾಗಿದೆ. ಪೊಲೀಸರು ಮನೆಮನೆಗೆ ತೆರಳಿ ಪರಿಶೀಲನೆ ನಡೆಸುತ್ತಿದ್ದಾರೆ. xyxy=(488,848,632,898)
photo-caption: ಕಾರ್ಯಕ್ರಮದ ಸಮಾರೋಪ ಸಮಾರಂಭದಲ್ಲಿ ಶ್ರೀ ಶಿವರುದ್ರ ಸ್ವಾಮೀಜಿ, ಶ್ರೀ ಗೋಪಾಲ್ ನಾಯಕ್ ಮತ್ತು ವಿದ್ಯಾ ಕುಮಾರಿ ಮತ್ತು ಶ್ರೀ ಕೆ.ಬಿ. ಹರೀಶ್ ಉಪಸ್ಥಿತರಿದ್ದರು. xyxy=(386,716,534,741)
story-headline: ಪಾಕಿಸ್ತಾನಿಯರ ಗುರುತಿಸಲು ಕ್ರಮ xyxy=(488,767,666,787)
sign-taurus: ♉ ವೃಷಭ ಆರ್ಥಿಕ ಸ್ಥಿತಿ ಸುಧಾರಣೆ. ಉದ್ಯೋಗದಲ್ಲಿ ಪ್ರಗತಿ. ಹಿರಿಯರ ಆಶೀರ್ವಾದ. xyxy=(34,646,95,680)
story-body-continued: ಬೆಂಗಳೂರು: ಕರ್ನಾಟಕದಲ್ಲಿ ಒಟ್ಟು 92 ಪಾಕಿಸ್ತಾನಿ ಪ್ರಜೆಗಳು ವಾಸವಿದ್ದಾರೆ ಎಂದು ಗೃಹ ಇಲಾಖೆ ಮಾಹಿತಿ ನೀಡಿದೆ. ದೀರ್ಘಾವಧಿ ವೀಸಾ ಹೊಂದಿರುವವರು ಹಾಗೂ ಅಲ್ಪಾವಧಿ ವೀಸಾದಲ್ಲಿ ಬಂದವರ ಪಟ್ಟಿ ಸಿದ್ಧಪಡಿಸಲಾಗಿದೆ. ಅಲ್ಪಾವಧಿ ವೀಸಾ ಹೊಂದಿರುವವರು ನಿಗದಿತ ಅವಧಿಯೊಳಗೆ ದೇಶ ತೊರೆಯಬೇಕು ಎಂದು ಸೂಚಿಸಲಾಗಿದೆ. ಪೊಲೀಸರು ಮನೆಮನೆಗೆ ತೆರಳಿ ಪರಿಶೀಲನೆ ನಡೆಸುತ್ತಿದ್ದಾರೆ. xyxy=(488,930,632,980)
story-body: ಸ್ಥಳೀಯ ಆರ್ಥಿಕತೆಯ ಬೆನ್ನೆಲುಬಾಗಿರುವ ಪ್ರವಾಸೋದ್ಯಮ ಚೇತರಿಕೆ ಕಂಡಿದೆ. ಹೋಟೆಲ್, ಹೌಸ್‌ಬೋಟ್, ಟ್ಯಾಕ್ಸಿ ಉದ್ಯಮ ಚುರುಕುಗೊಂಡಿದ್ದು, ಸಾವಿರಾರು ಕುಟುಂಬಗಳು ಅವಲಂಬಿತವಾಗಿವೆ. 2018ರಲ್ಲಿ 1.62 ಕೋಟಿ ಇದ್ದ ಪ್ರವಾಸಿಗರ ಸಂಖ್ಯೆ ಏರಿಕೆಯಾಗಿದೆ. xyxy=(358,1354,568,1379)
story-pakistanis xyxy=(488,766,778,926)
story-body: ವಿಶ್ವ ನಾಯಕರು ಭಾಗಿ: ಪೋಪ್ ಫ್ರಾನ್ಸಿಸ್ ಅವರ ಅಂತ್ಯಕ್ರಿಯೆಯಲ್ಲಿ ಜಾಗತಿಕ ಮಟ್ಟದ ನಾಯಕರು ಭಾಗವಹಿಸಿ ಅಂತಿಮ ನಮನ ಸಲ್ಲಿಸಿದರು. ವ್ಯಾಟಿಕನ್‌ನ ಸೇಂಟ್ ಪೀಟರ್ಸ್ ಚೌಕದಲ್ಲಿ ಅಂತ್ಯಸಂಸ್ಕಾರ ವಿಧಿವಿಧಾನ ನೆರವೇರಿತು. ಲಕ್ಷಾಂತರ ಭಕ್ತರು ಸೇರಿದ್ದರು. xyxy=(786,786,914,819)
bullet-icon: ▸ xyxy=(457,222,461,230)
gemini-icon: ♊ xyxy=(34,727,44,737)
box-title: ಮೇ 17ರಂದು ಬೆಂಗಳೂರಿನಲ್ಲಿ ಕಾರ್ಯಕ್ರಮ xyxy=(541,461,635,504)
sign-cancer: ♋ ಕಟಕ ಕುಟುಂಬದ ಜವಾಬ್ದಾರಿ ಹೆಚ್ಚಲಿದೆ. ಮಾತಿನಲ್ಲಿ ಸಂಯಮವಿರಲಿ. ಆರೋಗ್ಯ ಕಡೆ ಗಮನ. xyxy=(34,807,105,841)
story-terror-list xyxy=(280,90,446,372)
story-body: ಬೆಂಗಳೂರು: ಸಿಇಟಿ ಪರೀಕ್ಷೆ ವೇಳೆ ವಿದ್ಯಾರ್ಥಿಗಳ ಜನಿವಾರ ತೆಗೆಸಿದ ಪ್ರಕರಣಕ್ಕೆ ಸಂಬಂಧಿಸಿದಂತೆ ಸಲ್ಲಿಕೆಯಾಗಿರುವ ಅರ್ಜಿಯ ವಿಚಾರಣೆ ನಡೆಸಿದ ಹೈಕೋರ್ಟ್, ರಾಜ್ಯ ಸರ್ಕಾರ ಹಾಗೂ ಕರ್ನಾಟಕ ಪರೀಕ್ಷಾ ಪ್ರಾಧಿಕಾರಕ್ಕೆ (ಕೆಇಎ) ನೋಟಿಸ್ ಜಾರಿ ಮಾಡಿದೆ. ಪರೀಕ್ಷೆಗೆ ಹಾಜರಾಗಲು ಅವಕಾಶ ವಂಚಿತರಾದ ವಿದ್ಯಾರ್ಥಿಗಳಿಗೆ ಮರು ಪರೀಕ್ಷೆ ನಡೆಸಬೇಕು ಎಂದು ಅರ್ಜಿದಾರರು ಮನವಿ ಮಾಡಿದ್ದಾರೆ. ಅರ್ಜಿ ವಿಚಾರಣೆಯನ್ನು ಮುಂದೂಡಲಾಗಿದ್ದು, ಸರ್ಕಾರ ಆಕ್ಷೇಪಣೆ ಸಲ್ಲಿಸಲು ಸೂಚಿಸಲಾಗಿದೆ. ಪ್ರಕರಣ ಸಂಬಂಧ ಸಿಬ್ಬಂದಿ ವಿರುದ್ಧ ಈಗಾಗಲೇ ಕ್ರಮ ಕೈಗೊಳ್ಳಲಾಗಿದೆ ಎಂದು ಸರ್ಕಾರದ ಪರ ವಕೀಲರು ತಿಳಿಸಿದರು. ವಿದ್ಯಾರ್ಥಿಗಳ ಹಿತ ಕಾಯುವುದು ಮುಖ್ಯ ಎಂದು ನ್ಯಾಯಪೀಠ ಅಭಿಪ್ರಾಯಪಟ್ಟಿದೆ. xyxy=(200,952,480,994)
story-headline: ಜನಿವಾರ ಪ್ರಕರಣ: ಸರ್ಕಾರ, ಕೆಇಎಗೆ ಹೈ ನೋಟಿಸ್ xyxy=(200,933,396,947)
story-kashmir xyxy=(208,1152,914,1440)
box-body: ಧರ್ಮಸ್ಥಳ ಗ್ರಾಮಾಭಿವೃದ್ಧಿ ಯೋಜನೆಯ ಮೂಲಕ ಸಾವಿರಾರು ಕುಟುಂಬಗಳಿಗೆ ನೆರವು ನೀಡಲಾಗಿದೆ. ಉಚಿತ ವಿವಾಹ ಕಾರ್ಯಕ್ರಮದಲ್ಲಿ ಈವರೆಗೆ ಸಾವಿರಾರು ಜೋಡಿಗಳು ದಾಂಪತ್ಯ ಜೀವನಕ್ಕೆ ಕಾಲಿಟ್ಟಿದ್ದಾರೆ. ಶಿಕ್ಷಣ ಹಾಗೂ ಆರೋಗ್ಯ ಕ್ಷೇತ್ರದಲ್ಲೂ ಹೆಗ್ಗಡೆ ಅವರ ಸೇವೆ ಅನುಪಮ. xyxy=(389,626,527,659)
list-item: ▸ ಆಸಿಫ್ ಅಹ್ಮದ್ ಶೇಖ್ (ಹಿಜ್ಬುಲ್) - 2015 ರಿಂದ ಕುಲ್ಗಾಮ್‌ನಲ್ಲಿ ಸಕ್ರಿಯ xyxy=(453,219,661,234)
story-body: ಪುತ್ತೂರು: ಅಖಿಲ ಕರ್ನಾಟಕ ವೀರಶೈವ ಲಿಂಗಾಯತ ಮಹಾಸಭಾ ವತಿಯಿಂದ ಬಸವ ಜಯಂತಿ ಅಂಗವಾಗಿ ಏ.29 ಹಾಗೂ 30ರಂದು ಶರಣರ ವೈಭವ ಕಾರ್ಯಕ್ರಮ ಆಯೋಜಿಸಲಾಗಿದೆ. ಸಮಾರಂಭದಲ್ಲಿ ಸ್ವಾಮೀಜಿಗಳು ಸಾನ್ನಿಧ್ಯ ವಹಿಸಲಿದ್ದು, ಗಣ್ಯರು ಭಾಗವಹಿಸಲಿದ್ದಾರೆ. ಬೆಳಗ್ಗೆ 10 ಗಂಟೆಗೆ ಧ್ವಜಾರೋಹಣ, ಬಳಿಕ ಶರಣರ ವಚನ ಗಾಯನ, ಉಪನ್ಯಾಸ ನಡೆಯಲಿದೆ. ಸಂಜೆ ಸಾಂಸ್ಕೃತಿಕ ಕಾರ್ಯಕ್ರಮ ಹಾಗೂ ಸನ್ಮಾನ ಸಮಾರಂಭ ಜರುಗಲಿದೆ. ಸಮಾಜ ಬಾಂಧವರು ಹೆಚ್ಚಿನ ಸಂಖ್ಯೆಯಲ್ಲಿ ಭಾಗವಹಿಸುವಂತೆ ಸಂಘಟಕರು ಮನವಿ ಮಾಡಿದ್ದಾರೆ. xyxy=(200,792,480,825)
sign-aquarius: ♒ ಕುಂಭ ಹೊಸ ಯೋಜನೆಗಳಿಗೆ ಚಾಲನೆ. ಆದಾಯ ಹೆಚ್ಚಳ. ಮನಸ್ಸಿಗೆ ನೆಮ್ಮದಿ. xyxy=(114,888,183,914)
divider xyxy=(30,374,914,375)
kidi-nudi-box xyxy=(30,380,192,525)
story-janivara xyxy=(200,932,480,1144)
pisces-icon: ♓ xyxy=(114,969,124,979)
